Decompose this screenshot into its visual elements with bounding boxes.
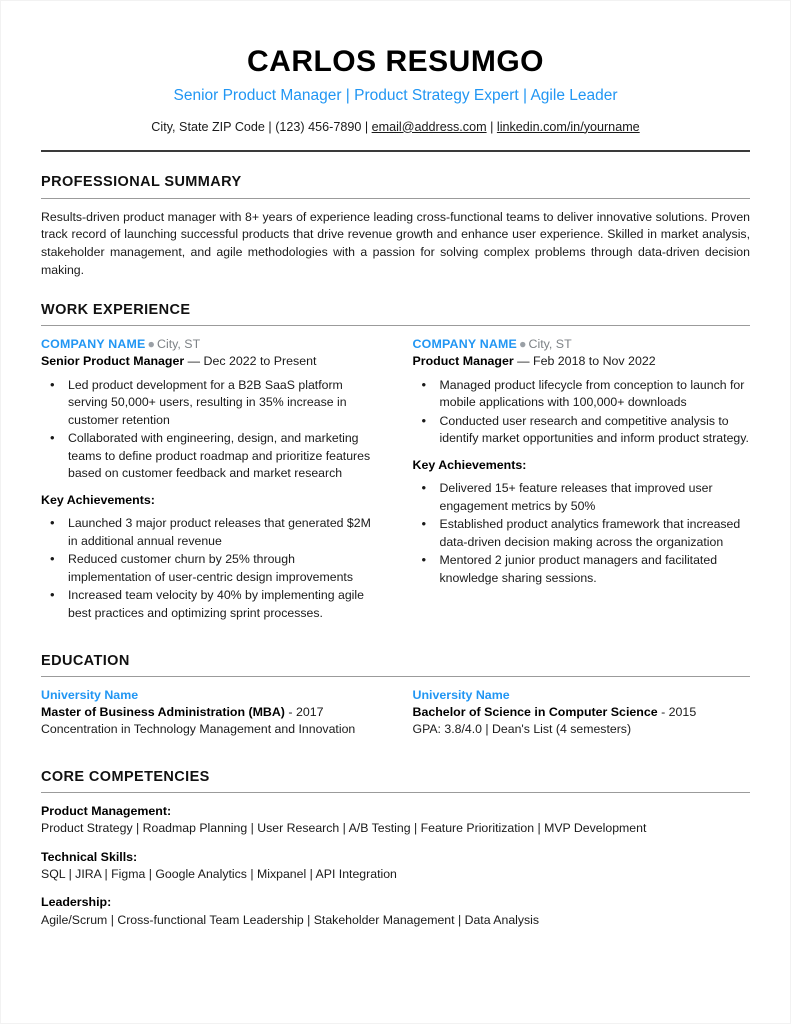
company-location: City, ST [157, 337, 201, 352]
list-item: • Conducted user research and competitive analysis to identify market opportunities and inform product strategy. [440, 413, 751, 448]
job-title-line [413, 353, 751, 370]
education-entry [413, 687, 751, 738]
section-core-competencies [41, 769, 750, 929]
contact-phone: (123) 456-7890 [275, 119, 362, 134]
job-entry [413, 336, 751, 623]
experience-columns [41, 336, 750, 623]
section-divider-competencies [41, 792, 750, 793]
resume-header [41, 1, 750, 152]
education-year: - 2017 [284, 705, 324, 720]
competency-items: Product Strategy | Roadmap Planning | User Research | A/B Testing | Feature Prioritization | MVP Development [41, 821, 647, 836]
section-title-education: EDUCATION [41, 653, 130, 669]
job-title: Senior Product Manager [41, 354, 185, 369]
job-achievement-list [41, 515, 379, 622]
education-degree: Bachelor of Science in Computer Science [412, 705, 658, 720]
list-item: • Reduced customer churn by 25% through implementation of user-centric design improvements [68, 551, 379, 586]
company-line [413, 336, 751, 353]
list-item: • Increased team velocity by 40% by implementing agile best practices and optimizing sprint processes. [68, 587, 379, 622]
education-columns [41, 687, 750, 738]
education-degree-line [413, 704, 751, 721]
competency-label: Leadership: [41, 895, 112, 910]
page-title: CARLOS RESUMGO [246, 45, 544, 78]
job-dates: — Feb 2018 to Nov 2022 [513, 354, 656, 369]
education-detail: GPA: 3.8/4.0 | Dean's List (4 semesters) [412, 722, 632, 737]
contact-linkedin-link[interactable]: linkedin.com/in/yourname [496, 119, 640, 134]
competency-label: Technical Skills: [41, 849, 138, 864]
job-header [41, 336, 379, 369]
list-item: • Delivered 15+ feature releases that improved user engagement metrics by 50% [440, 480, 751, 515]
job-title-line [41, 353, 379, 370]
section-education [41, 653, 750, 739]
section-divider-experience [41, 325, 750, 326]
list-item: • Led product development for a B2B SaaS platform serving 50,000+ users, resulting in 35% increase in customer retention [68, 377, 379, 429]
competency-group [41, 803, 750, 838]
list-item: • Managed product lifecycle from conception to launch for mobile applications with 100,000+ downloads [440, 377, 751, 412]
bullet-dot-icon: ● [147, 337, 155, 352]
job-responsibility-list [41, 377, 379, 483]
contact-separator-3: | [486, 119, 497, 134]
education-year: - 2015 [657, 705, 697, 720]
contact-location: City, State ZIP Code [151, 119, 265, 134]
education-school: University Name [412, 688, 510, 703]
section-title-experience: WORK EXPERIENCE [41, 301, 191, 318]
summary-paragraph: Results-driven product manager with 8+ years of experience leading cross-functional teams to deliver innovative solutions. Proven track record of launching successful products that drive revenue growth and enhance user experience. Skilled in market analysis, stakeholder management, and agile methodologies with a passion for solving complex problems through data-driven decision making. [41, 209, 750, 278]
section-divider-education [41, 676, 750, 677]
company-line [41, 336, 379, 353]
list-item: • Established product analytics framework that increased data-driven decision making across the organization [440, 516, 751, 551]
key-achievements-label: Key Achievements: [412, 457, 527, 472]
section-divider-summary [41, 198, 750, 199]
contact-separator-2: | [361, 119, 372, 134]
company-location: City, ST [528, 337, 572, 352]
education-school: University Name [41, 688, 139, 703]
list-item: • Collaborated with engineering, design, and marketing teams to define product roadmap and prioritize features based on customer feedback and market research [68, 430, 379, 482]
job-dates: — Dec 2022 to Present [184, 354, 317, 369]
bullet-dot-icon: ● [519, 337, 527, 352]
header-divider [41, 150, 750, 152]
competency-label: Product Management: [41, 804, 172, 819]
contact-line [41, 119, 750, 137]
competency-items: Agile/Scrum | Cross-functional Team Leadership | Stakeholder Management | Data Analysis [41, 912, 540, 927]
section-title-summary: PROFESSIONAL SUMMARY [41, 174, 242, 191]
company-name: COMPANY NAME [41, 337, 146, 352]
key-achievements-label: Key Achievements: [41, 492, 155, 507]
company-name: COMPANY NAME [412, 337, 518, 352]
job-entry [41, 336, 379, 623]
list-item: • Launched 3 major product releases that generated $2M in additional annual revenue [68, 515, 379, 550]
section-work-experience [41, 302, 750, 623]
education-detail: Concentration in Technology Management and Innovation [41, 722, 356, 737]
competency-group [41, 894, 750, 929]
education-degree-line [41, 704, 379, 721]
contact-separator-1: | [264, 119, 276, 134]
professional-headline: Senior Product Manager | Product Strategy Expert | Agile Leader [173, 86, 618, 104]
job-achievement-list [413, 480, 751, 587]
education-degree: Master of Business Administration (MBA) [41, 705, 285, 720]
contact-email-link[interactable]: email@address.com [371, 119, 487, 134]
section-title-competencies: CORE COMPETENCIES [41, 768, 210, 785]
job-title: Product Manager [412, 354, 514, 369]
competency-items: SQL | JIRA | Figma | Google Analytics | Mixpanel | API Integration [41, 867, 397, 881]
list-item: • Mentored 2 junior product managers and facilitated knowledge sharing sessions. [440, 552, 751, 587]
job-header [413, 336, 751, 369]
job-responsibility-list [413, 377, 751, 448]
section-professional-summary [41, 174, 750, 280]
competency-group [41, 849, 750, 884]
education-entry [41, 687, 379, 738]
